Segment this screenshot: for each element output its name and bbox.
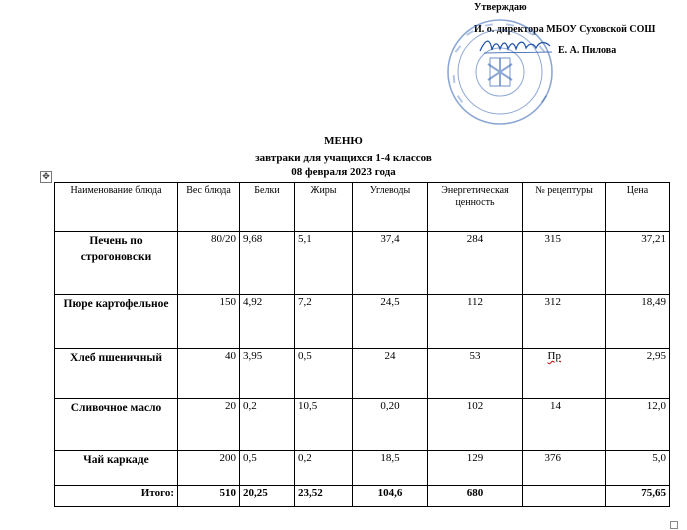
dish-recipe: 14	[523, 399, 606, 451]
menu-title: МЕНЮ	[324, 135, 363, 147]
dish-protein: 0,5	[240, 451, 295, 486]
dish-carbs: 24,5	[353, 295, 428, 349]
dish-price: 12,0	[606, 399, 670, 451]
menu-table	[54, 182, 670, 507]
header-name: Наименование блюда	[55, 183, 178, 232]
dish-weight: 80/20	[178, 232, 240, 295]
dish-name: Сливочное масло	[55, 399, 178, 451]
total-carbs: 104,6	[353, 486, 428, 507]
header-energy: Энергетическая ценность	[428, 183, 523, 232]
dish-protein: 9,68	[240, 232, 295, 295]
dish-energy: 102	[428, 399, 523, 451]
table-row	[55, 232, 670, 295]
signature	[478, 36, 558, 56]
total-energy: 680	[428, 486, 523, 507]
dish-price: 2,95	[606, 349, 670, 399]
dish-energy: 112	[428, 295, 523, 349]
school-stamp	[440, 18, 560, 126]
menu-subtitle: завтраки для учащихся 1-4 классов	[255, 152, 432, 164]
dish-name: Печень по строгоновски	[55, 232, 178, 295]
table-row	[55, 295, 670, 349]
approval-title: Утверждаю	[474, 2, 527, 13]
approval-position: И. о. директора МБОУ Суховской СОШ	[474, 24, 656, 35]
dish-recipe: Пр	[547, 350, 561, 362]
dish-protein: 0,2	[240, 399, 295, 451]
total-protein: 20,25	[240, 486, 295, 507]
dish-energy: 129	[428, 451, 523, 486]
dish-fat: 0,2	[295, 451, 353, 486]
dish-carbs: 37,4	[353, 232, 428, 295]
dish-weight: 20	[178, 399, 240, 451]
table-header-row	[55, 183, 670, 232]
dish-protein: 4,92	[240, 295, 295, 349]
header-protein: Белки	[240, 183, 295, 232]
total-label: Итого:	[55, 486, 178, 507]
dish-recipe: 315	[523, 232, 606, 295]
dish-weight: 150	[178, 295, 240, 349]
header-carbs: Углеводы	[353, 183, 428, 232]
dish-price: 18,49	[606, 295, 670, 349]
table-row	[55, 349, 670, 399]
dish-price: 37,21	[606, 232, 670, 295]
dish-fat: 7,2	[295, 295, 353, 349]
dish-recipe: 312	[523, 295, 606, 349]
table-row	[55, 399, 670, 451]
dish-carbs: 24	[353, 349, 428, 399]
dish-fat: 0,5	[295, 349, 353, 399]
dish-name: Хлеб пшеничный	[55, 349, 178, 399]
dish-weight: 40	[178, 349, 240, 399]
table-move-handle-icon[interactable]: ✥	[40, 171, 52, 183]
dish-fat: 5,1	[295, 232, 353, 295]
total-weight: 510	[178, 486, 240, 507]
dish-price: 5,0	[606, 451, 670, 486]
dish-name: Чай каркаде	[55, 451, 178, 486]
menu-date: 08 февраля 2023 года	[291, 166, 396, 178]
dish-recipe: 376	[523, 451, 606, 486]
total-price: 75,65	[606, 486, 670, 507]
dish-energy: 284	[428, 232, 523, 295]
dish-weight: 200	[178, 451, 240, 486]
header-weight: Вес блюда	[178, 183, 240, 232]
dish-name: Пюре картофельное	[55, 295, 178, 349]
dish-carbs: 0,20	[353, 399, 428, 451]
dish-fat: 10,5	[295, 399, 353, 451]
total-row	[55, 486, 670, 507]
table-resize-handle[interactable]	[670, 521, 678, 529]
total-fat: 23,52	[295, 486, 353, 507]
header-fat: Жиры	[295, 183, 353, 232]
dish-energy: 53	[428, 349, 523, 399]
approval-signatory: Е. А. Пилова	[558, 45, 617, 56]
table-row	[55, 451, 670, 486]
dish-protein: 3,95	[240, 349, 295, 399]
header-recipe: № рецептуры	[523, 183, 606, 232]
total-recipe	[523, 486, 606, 507]
dish-carbs: 18,5	[353, 451, 428, 486]
header-price: Цена	[606, 183, 670, 232]
